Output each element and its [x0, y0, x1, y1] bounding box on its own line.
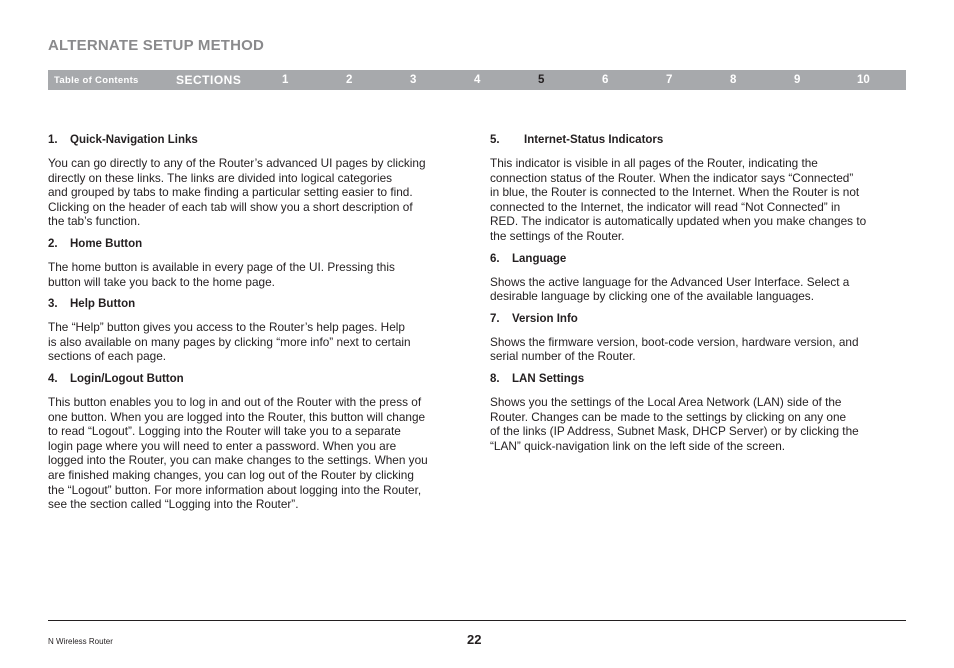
section-body: This button enables you to log in and out of the Router with the press of one button. When you are logged into the Router, this button will change to read “Logout”. Logging into the Router will take you to a separate login page where you will need to enter a password. When you are logged into the Router, you can make changes to the settings. When you are finished making changes, you can log out of the Router by clicking the “Logout” button. For more information about logging into the Router, see the section called “Logging into the Router”.	[48, 394, 428, 512]
section-body: Shows you the settings of the Local Area Network (LAN) side of the Router. Changes can be made to the settings by clicking on any one of the links (IP Address, Subnet Mask, DHCP Server) or by clicking the “LAN” quick-navigation link on the left side of the screen.	[490, 394, 859, 453]
footer-divider	[48, 620, 906, 621]
section-number: 8.	[490, 372, 500, 385]
section-title: Version Info	[512, 312, 578, 325]
section-title: Help Button	[70, 298, 136, 311]
nav-section-1[interactable]: 1	[282, 74, 289, 86]
section-heading	[490, 372, 906, 387]
section-body: The “Help” button gives you access to the Router’s help pages. Help is also available on many pages by clicking “more info” next to certain sections of each page.	[48, 320, 411, 364]
section-title: Language	[512, 252, 567, 265]
section-title: Internet-Status Indicators	[524, 134, 664, 146]
section-heading	[48, 133, 464, 148]
section-number: 1.	[48, 134, 58, 146]
nav-section-8[interactable]: 8	[730, 74, 737, 86]
section-body: The home button is available in every page of the UI. Pressing this button will take you back to the home page.	[48, 259, 395, 289]
section-login-logout-button	[48, 372, 464, 512]
section-internet-status-indicators	[490, 133, 906, 244]
page-title: ALTERNATE SETUP METHOD	[48, 37, 265, 54]
section-body: Shows the firmware version, boot-code version, hardware version, and serial number of the Router.	[490, 334, 859, 364]
section-number: 3.	[48, 298, 58, 311]
section-number: 6.	[490, 252, 500, 265]
section-number: 7.	[490, 312, 500, 325]
table-of-contents-link[interactable]: Table of Contents	[54, 75, 139, 86]
section-version-info	[490, 312, 906, 364]
section-language	[490, 252, 906, 304]
nav-section-10[interactable]: 10	[857, 74, 870, 86]
section-heading	[48, 297, 464, 312]
section-help-button	[48, 297, 464, 364]
nav-section-5[interactable]: 5	[538, 74, 545, 86]
section-heading	[490, 252, 906, 267]
nav-section-9[interactable]: 9	[794, 74, 801, 86]
nav-section-7[interactable]: 7	[666, 74, 673, 86]
section-number: 2.	[48, 237, 58, 250]
section-lan-settings	[490, 372, 906, 453]
sections-label: SECTIONS	[176, 73, 242, 87]
section-title: Login/Logout Button	[70, 372, 184, 385]
section-title: Quick-Navigation Links	[70, 134, 198, 146]
section-home-button	[48, 237, 464, 289]
footer-product-name: N Wireless Router	[48, 637, 113, 646]
section-number: 5.	[490, 134, 500, 146]
section-body: This indicator is visible in all pages of the Router, indicating the connection status of the Router. When the indicator says “Connected” in blue, the Router is connected to the Internet. When the Router is not connected to the Internet, the indicator will read “Not Connected” in RED. The indicator is automatically updated when you make changes to the settings of the Router.	[490, 156, 867, 243]
nav-section-2[interactable]: 2	[346, 74, 353, 86]
section-title: LAN Settings	[512, 372, 585, 385]
section-number: 4.	[48, 372, 58, 385]
right-column	[490, 133, 906, 461]
nav-section-6[interactable]: 6	[602, 74, 609, 86]
nav-section-4[interactable]: 4	[474, 74, 481, 86]
left-column	[48, 133, 464, 520]
nav-section-3[interactable]: 3	[410, 74, 417, 86]
section-navigation-bar	[48, 70, 906, 90]
section-title: Home Button	[70, 237, 143, 250]
section-body: You can go directly to any of the Router’s advanced UI pages by clicking directly on these links. The links are divided into logical categories and grouped by tabs to make finding a particular setting easier to find. Clicking on the header of each tab will show you a short description of the tab’s function.	[48, 156, 426, 229]
section-heading	[490, 312, 906, 327]
section-body: Shows the active language for the Advanced User Interface. Select a desirable language by clicking one of the available languages.	[490, 274, 850, 304]
section-heading	[48, 372, 464, 387]
page-number: 22	[467, 632, 482, 647]
section-heading	[490, 133, 906, 148]
section-heading	[48, 237, 464, 252]
section-quick-navigation-links	[48, 133, 464, 229]
